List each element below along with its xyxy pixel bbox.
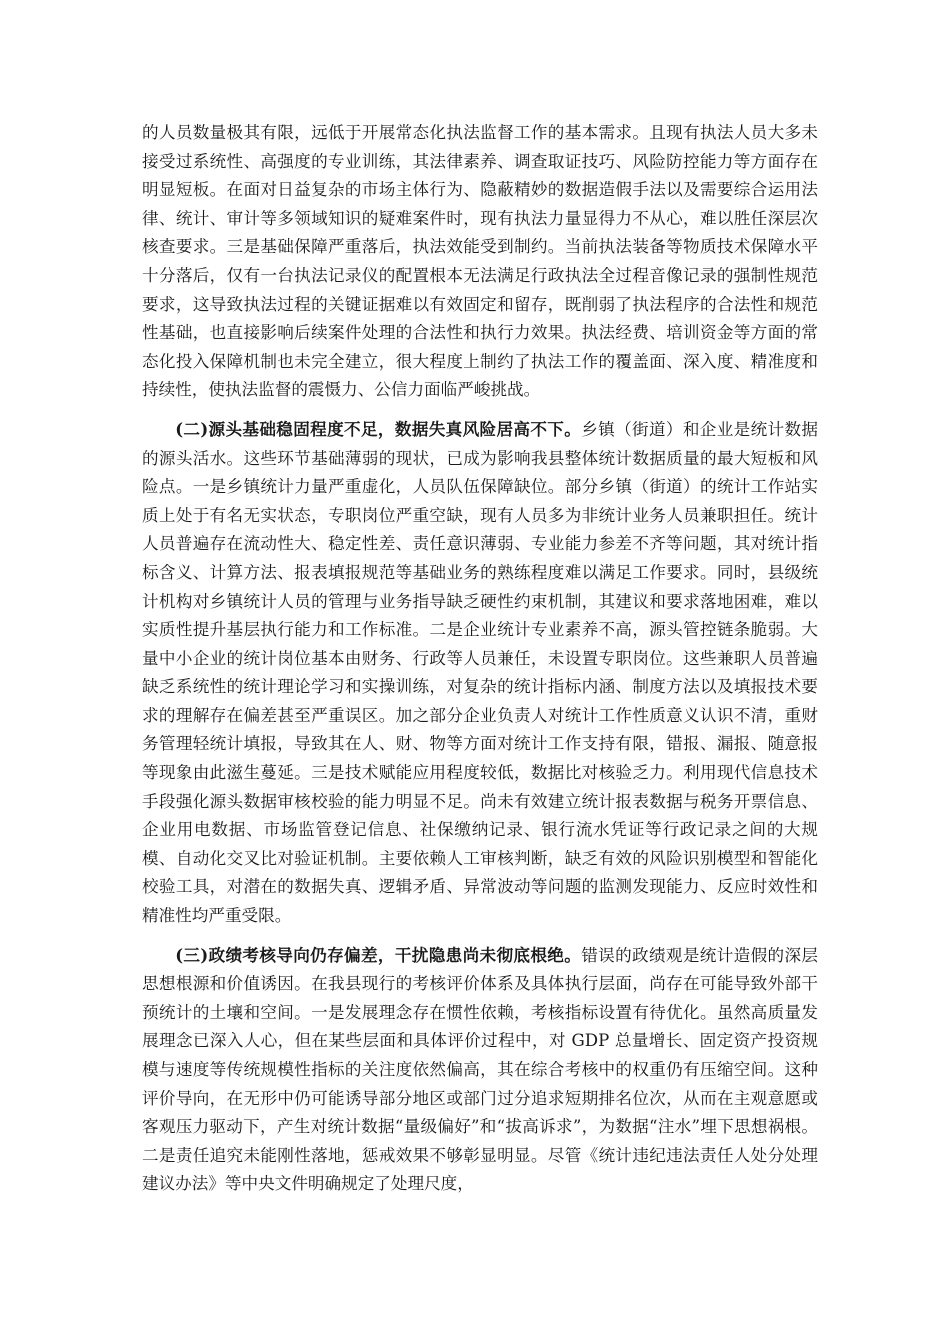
paragraph-3 [142,941,818,1199]
paragraph-2-text: 乡镇（街道）和企业是统计数据的源头活水。这些环节基础薄弱的现状，已成为影响我县整体统计数据质量的最大短板和风险点。一是乡镇统计力量严重虚化，人员队伍保障缺位。部分乡镇（街道）的统计工作站实质上处于有名无实状态，专职岗位严重空缺，现有人员多为非统计业务人员兼职担任。统计人员普遍存在流动性大、稳定性差、责任意识薄弱、专业能力参差不齐等问题，其对统计指标含义、计算方法、报表填报规范等基础业务的熟练程度难以满足工作要求。同时，县级统计机构对乡镇统计人员的管理与业务指导缺乏硬性约束机制，其建议和要求落地困难，难以实质性提升基层执行能力和工作标准。二是企业统计专业素养不高，源头管控链条脆弱。大量中小企业的统计岗位基本由财务、行政等人员兼任，未设置专职岗位。这些兼职人员普遍缺乏系统性的统计理论学习和实操训练，对复杂的统计指标内涵、制度方法以及填报技术要求的理解存在偏差甚至严重误区。加之部分企业负责人对统计工作性质意义认识不清，重财务管理轻统计填报，导致其在人、财、物等方面对统计工作支持有限，错报、漏报、随意报等现象由此滋生蔓延。三是技术赋能应用程度较低，数据比对核验乏力。利用现代信息技术手段强化源头数据审核校验的能力明显不足。尚未有效建立统计报表数据与税务开票信息、企业用电数据、市场监管登记信息、社保缴纳记录、银行流水凭证等行政记录之间的大规模、自动化交叉比对验证机制。主要依赖人工审核判断，缺乏有效的风险识别模型和智能化校验工具，对潜在的数据失真、逻辑矛盾、异常波动等问题的监测发现能力、反应时效性和精准性均严重受限。 [142,419,819,926]
paragraph-2 [142,415,818,931]
paragraph-1 [142,119,818,405]
document-page [142,119,818,1209]
paragraph-3-text: 错误的政绩观是统计造假的深层思想根源和价值诱因。在我县现行的考核评价体系及具体执行层面，尚存在可能导致外部干预统计的土壤和空间。一是发展理念存在惯性依赖，考核指标设置有待优化。虽然高质量发展理念已深入人心，但在某些层面和具体评价过程中，对 GDP 总量增长、固定资产投资规模与速度等传统规模性指标的关注度依然偏高，其在综合考核中的权重仍有压缩空间。这种评价导向，在无形中仍可能诱导部分地区或部门过分追求短期排名位次，从而在主观意愿或客观压力驱动下，产生对统计数据“量级偏好”和“拔高诉求”，为数据“注水”埋下思想祸根。二是责任追究未能刚性落地，惩戒效果不够彰显明显。尽管《统计违纪违法责任人处分处理建议办法》等中央文件明确规定了处理尺度， [142,945,819,1194]
paragraph-1-text: 的人员数量极其有限，远低于开展常态化执法监督工作的基本需求。且现有执法人员大多未接受过系统性、高强度的专业训练，其法律素养、调查取证技巧、风险防控能力等方面存在明显短板。在面对日益复杂的市场主体行为、隐蔽精妙的数据造假手法以及需要综合运用法律、统计、审计等多领域知识的疑难案件时，现有执法力量显得力不从心，难以胜任深层次核查要求。三是基础保障严重落后，执法效能受到制约。当前执法装备等物质技术保障水平十分落后，仅有一台执法记录仪的配置根本无法满足行政执法全过程音像记录的强制性规范要求，这导致执法过程的关键证据难以有效固定和留存，既削弱了执法程序的合法性和规范性基础，也直接影响后续案件处理的合法性和执行力效果。执法经费、培训资金等方面的常态化投入保障机制也未完全建立，很大程度上制约了执法工作的覆盖面、深入度、精准度和持续性，使执法监督的震慑力、公信力面临严峻挑战。 [142,123,818,400]
paragraph-3-heading: (三)政绩考核导向仍存偏差，干扰隐患尚未彻底根绝。 [175,944,582,965]
paragraph-2-heading: (二)源头基础稳固程度不足，数据失真风险居高不下。 [175,418,582,439]
